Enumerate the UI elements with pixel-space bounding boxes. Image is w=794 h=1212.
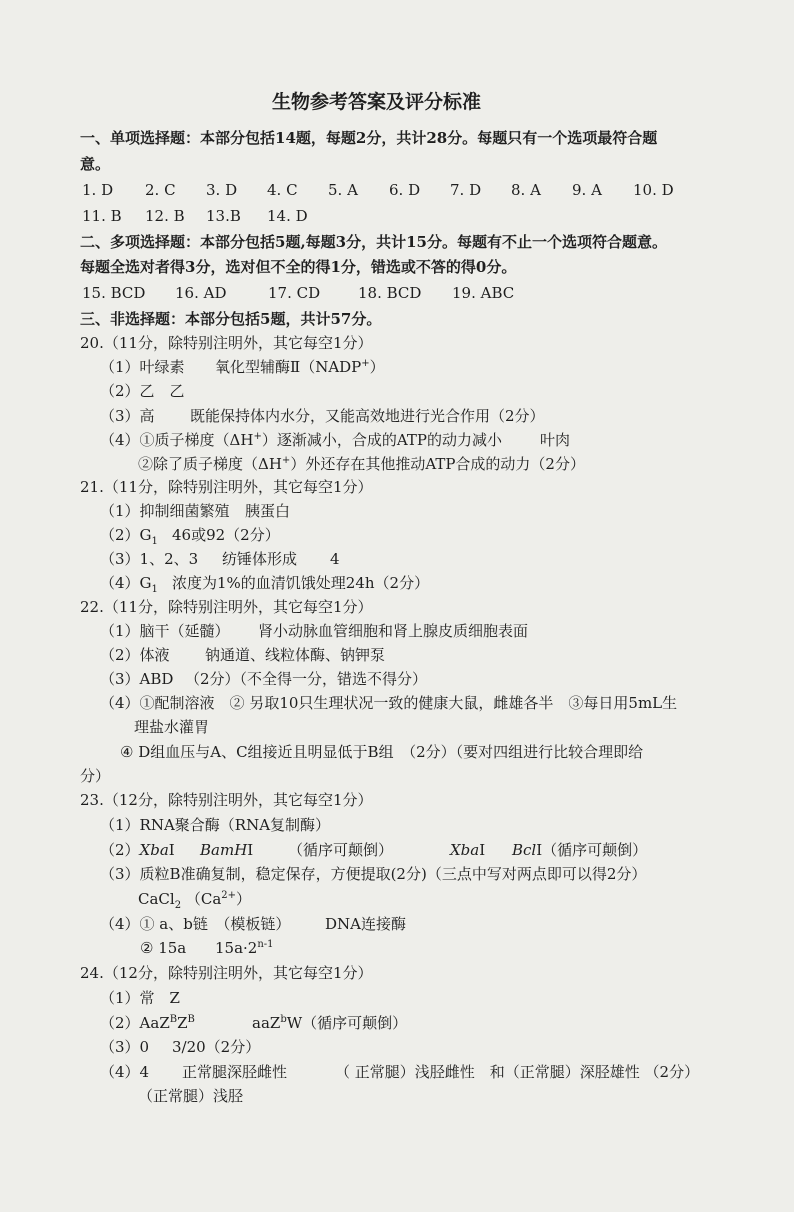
- q22-line2-b: 钠通道、线粒体酶、钠钾泵: [205, 646, 386, 664]
- q24-line4-a: （4）4: [100, 1063, 150, 1081]
- answer-item: 16. AD: [175, 284, 227, 302]
- page-title: 生物参考答案及评分标准: [272, 91, 482, 113]
- q24-line4-c: （ 正常腿）浅胫雌性 和（正常腿）深胫雄性 （2分）: [335, 1063, 700, 1081]
- answer-item: 9. A: [572, 181, 602, 199]
- answer-item: 10. D: [633, 181, 674, 199]
- answer-item: 3. D: [206, 181, 238, 199]
- q22-line4: （4）①配制溶液 ② 另取10只生理状况一致的健康大鼠，雌雄各半 ③每日用5mL生: [100, 694, 678, 712]
- q21-line1-b: 胰蛋白: [245, 502, 291, 520]
- q23-line1: （1）RNA聚合酶（RNA复制酶）: [100, 816, 331, 834]
- q23-line2-e: BclⅠ（循序可颠倒）: [512, 841, 648, 859]
- q20-line3-a: （3）高: [100, 407, 155, 425]
- q24-line3-b: 3/20（2分）: [172, 1038, 261, 1056]
- q21-line1-a: （1）抑制细菌繁殖: [100, 502, 230, 520]
- q20-line1-b: 氧化型辅酶Ⅱ（NADP+）: [215, 358, 385, 376]
- q23-line6-b: $15a\cdot 2^{n-1}$: [215, 939, 274, 957]
- sec1-heading-cont: 意。: [80, 155, 111, 173]
- q21-line4-b: 浓度为1%的血清饥饿处理24h（2分）: [172, 574, 430, 592]
- q21-line2-b: 46或92（2分）: [172, 526, 280, 544]
- answer-item: 11. B: [82, 207, 122, 225]
- answer-item: 8. A: [511, 181, 541, 199]
- q23-line3: （3）质粒B准确复制，稳定保存，方便提取(2分)（三点中写对两点即可以得2分）: [100, 865, 647, 883]
- answer-item: 7. D: [450, 181, 482, 199]
- answer-item: 13.B: [206, 207, 241, 225]
- q23-line2-a: （2）XbaⅠ: [100, 841, 175, 859]
- answer-item: 15. BCD: [82, 284, 146, 302]
- q22-line5: 理盐水灌胃: [134, 718, 210, 736]
- q22-heading: 22.（11分，除特别注明外，其它每空1分）: [80, 598, 373, 616]
- q22-line2-a: （2）体液: [100, 646, 170, 664]
- q21-heading: 21.（11分，除特别注明外，其它每空1分）: [80, 478, 373, 496]
- sec2-heading-cont: 每题全选对者得3分，选对但不全的得1分，错选或不答的得0分。: [80, 258, 517, 276]
- q20-line4-b: 叶肉: [540, 431, 571, 449]
- q23-heading: 23.（12分，除特别注明外，其它每空1分）: [80, 791, 373, 809]
- sec2-heading: 二、多项选择题：本部分包括5题,每题3分，共计15分。每题有不止一个选项符合题意。: [80, 233, 667, 251]
- answer-item: 5. A: [328, 181, 358, 199]
- q22-line3-a: （3）ABD: [100, 670, 174, 688]
- q24-heading: 24.（12分，除特别注明外，其它每空1分）: [80, 964, 373, 982]
- q23-line5-b: DNA连接酶: [325, 915, 406, 933]
- answer-item: 4. C: [267, 181, 298, 199]
- q23-line4: CaCl$_2$ $(Ca^{2+})$: [138, 890, 252, 911]
- q23-line6-a: ② 15a: [140, 939, 187, 957]
- q20-line1-a: （1）叶绿素: [100, 358, 185, 376]
- answer-item: 17. CD: [268, 284, 321, 302]
- q23-line2-b: BamHⅠ: [200, 841, 254, 859]
- sec3-heading: 三、非选择题：本部分包括5题，共计57分。: [80, 310, 382, 328]
- q20-line2: （2）乙 乙: [100, 382, 185, 400]
- answer-item: 1. D: [82, 181, 114, 199]
- q23-line2-c: （循序可颠倒）: [288, 841, 394, 859]
- q21-line2-a: $(2)G_1$: [100, 526, 158, 547]
- q24-line3-a: （3）0: [100, 1038, 150, 1056]
- q21-line3-c: 4: [330, 550, 340, 568]
- q22-line3-b: （2分）（不全得一分，错选不得分）: [185, 670, 428, 688]
- q20-line3-b: 既能保持体内水分，又能高效地进行光合作用（2分）: [190, 407, 545, 425]
- answer-item: 14. D: [267, 207, 308, 225]
- q22-line6: ④ D组血压与A、C组接近且明显低于B组 （2分）（要对四组进行比较合理即给: [120, 743, 644, 761]
- answer-item: 12. B: [145, 207, 185, 225]
- q21-line3-a: （3）1、2、3: [100, 550, 199, 568]
- answer-item: 18. BCD: [358, 284, 422, 302]
- q21-line3-b: 纺锤体形成: [222, 550, 298, 568]
- q24-line5: （正常腿）浅胫: [138, 1087, 244, 1105]
- q22-line1-a: （1）脑干（延髓）: [100, 622, 230, 640]
- q20-heading: 20.（11分，除特别注明外，其它每空1分）: [80, 334, 373, 352]
- q20-line5: ②除了质子梯度（ΔH+）外还存在其他推动ATP合成的动力（2分）: [138, 455, 585, 473]
- q23-line2-d: XbaⅠ: [450, 841, 486, 859]
- q24-line4-b: 正常腿深胫雌性: [182, 1063, 288, 1081]
- q24-line1: （1）常 Z: [100, 989, 180, 1007]
- q22-line7: 分）: [80, 767, 111, 785]
- q21-line4-a: $(4)G_1$: [100, 574, 158, 595]
- answer-item: 6. D: [389, 181, 421, 199]
- q23-line5-a: （4）① a、b链 （模板链）: [100, 915, 291, 933]
- q22-line1-b: 肾小动脉血管细胞和肾上腺皮质细胞表面: [258, 622, 529, 640]
- q20-line4-a: （4）①质子梯度（ΔH+）逐渐减小，合成的ATP的动力减小: [100, 431, 502, 449]
- q24-line2-b: aaZ$^b$W（循序可颠倒）: [252, 1014, 408, 1032]
- answer-item: 2. C: [145, 181, 176, 199]
- answer-item: 19. ABC: [452, 284, 515, 302]
- sec1-heading: 一、单项选择题：本部分包括14题，每题2分，共计28分。每题只有一个选项最符合题: [80, 129, 658, 147]
- q24-line2-a: $(2)AaZ^BZ^B$: [100, 1014, 195, 1032]
